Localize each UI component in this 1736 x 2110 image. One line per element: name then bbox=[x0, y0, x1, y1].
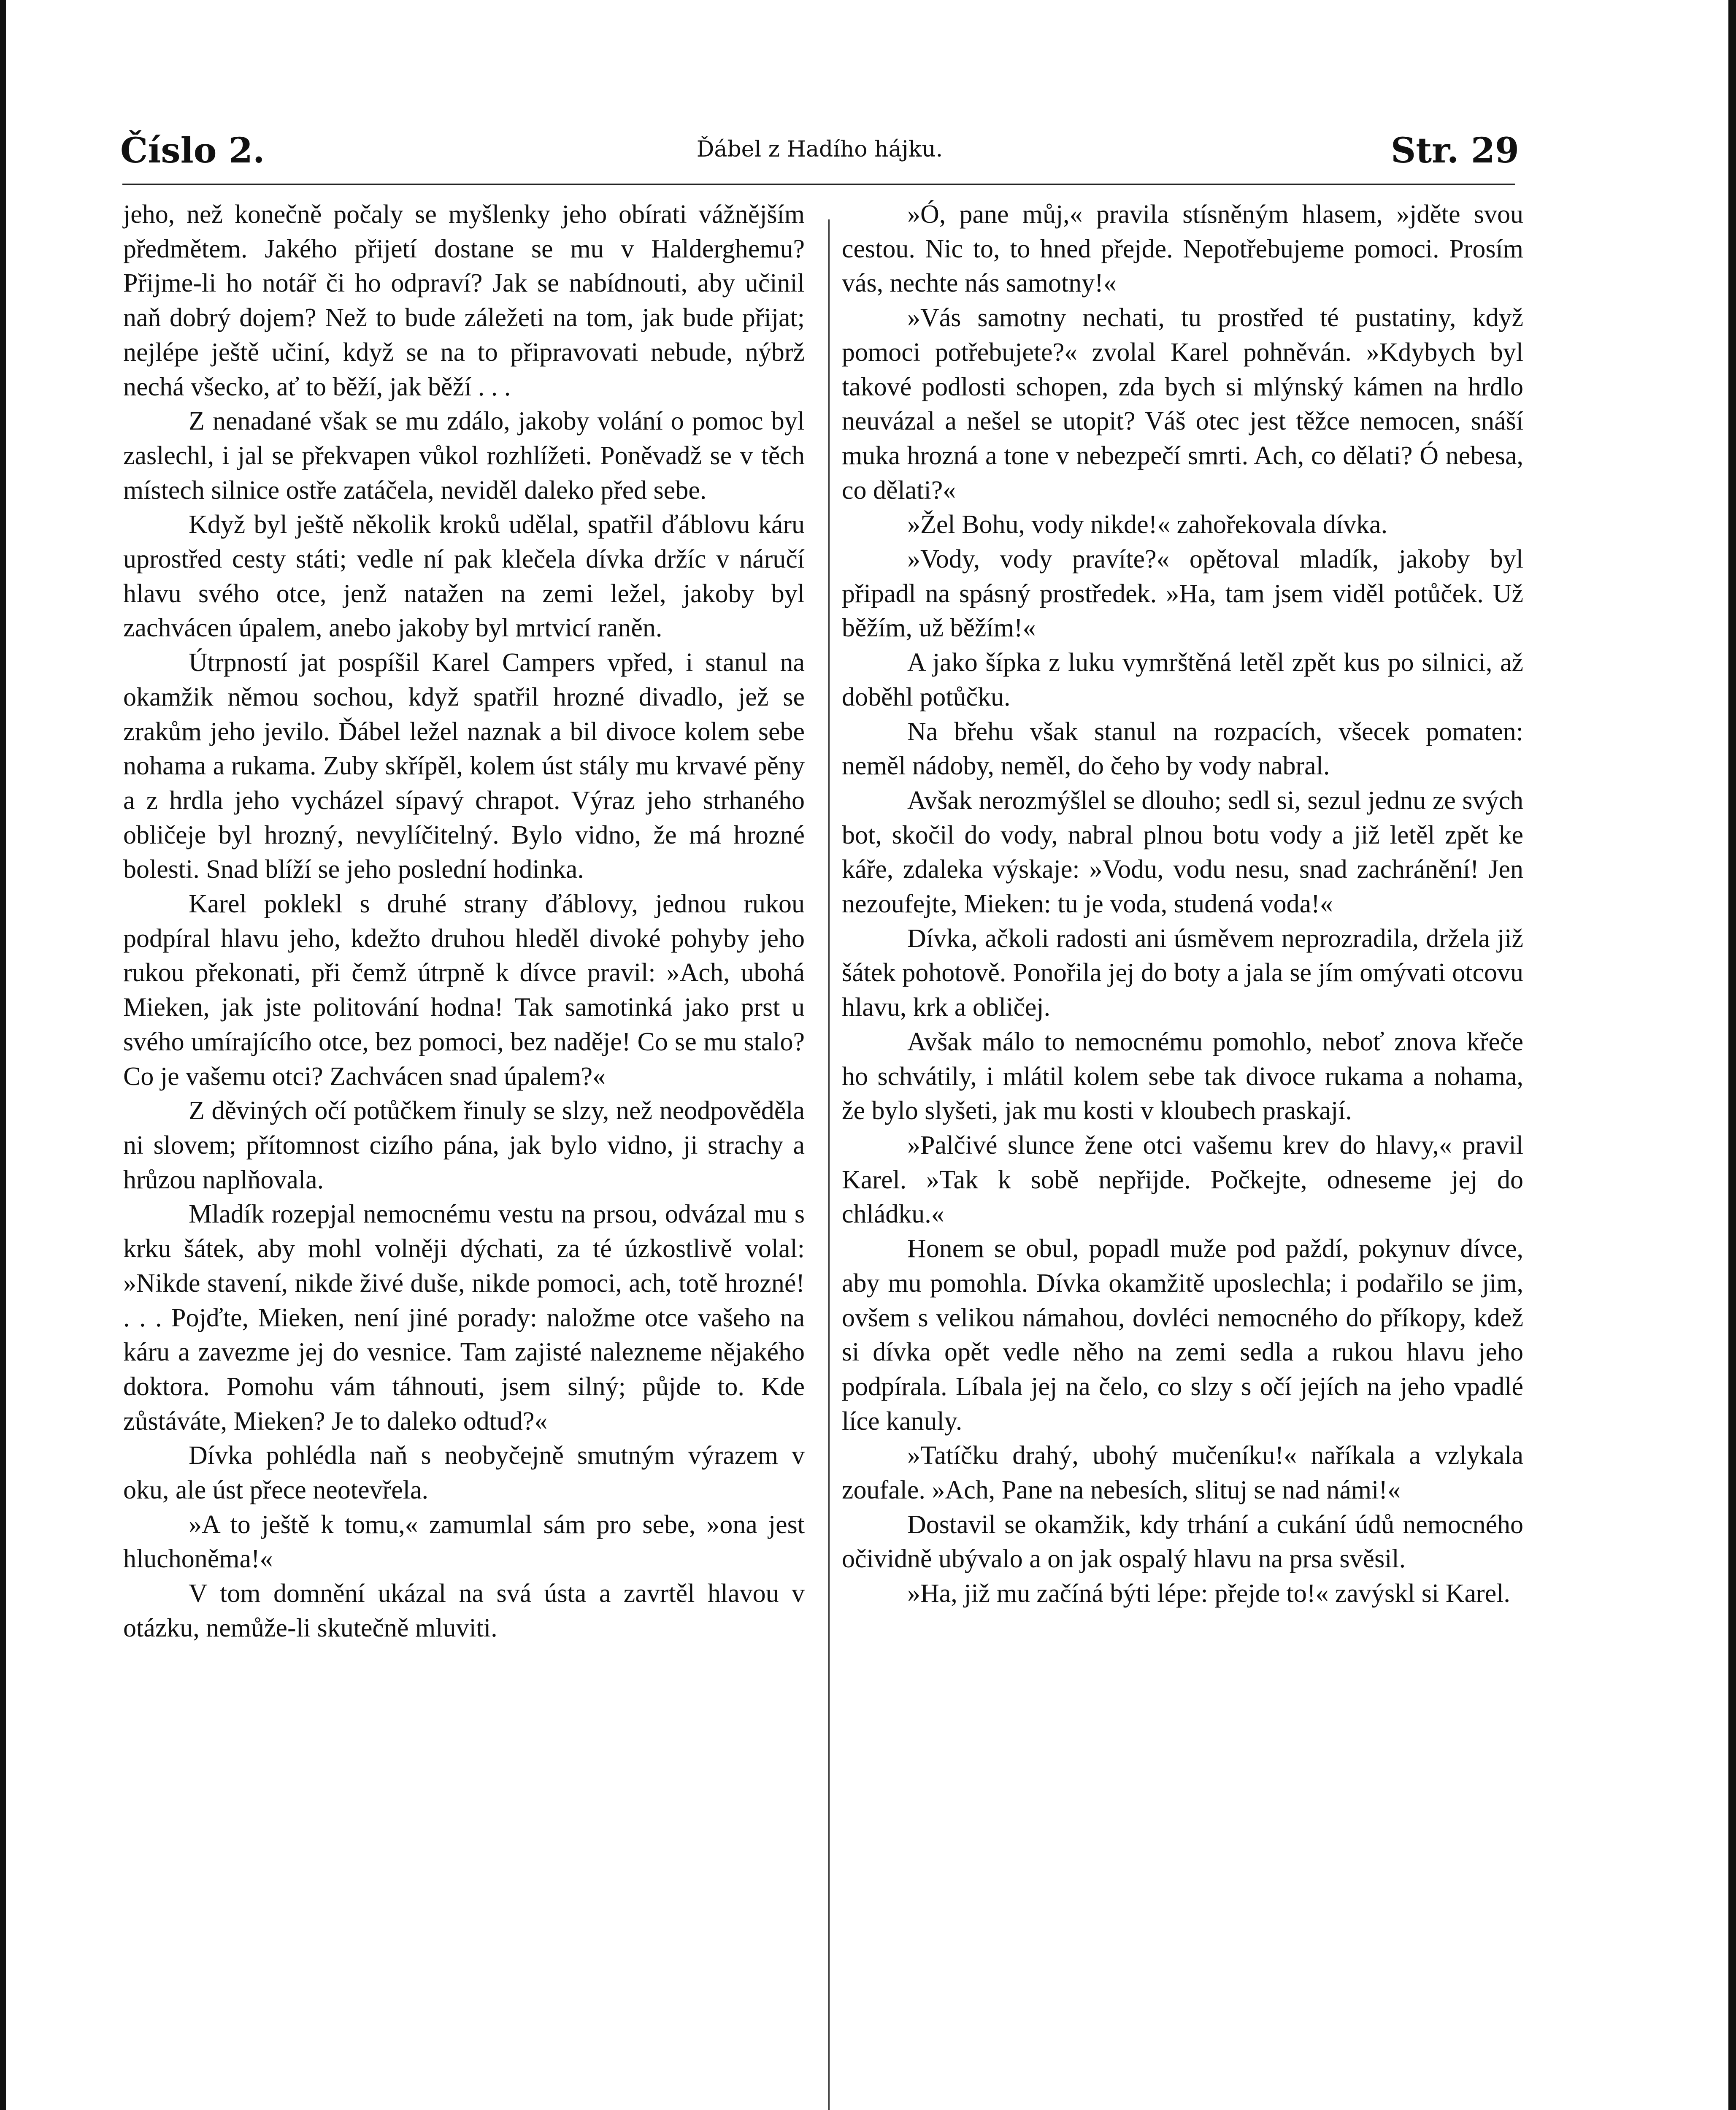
paragraph: Dostavil se okamžik, kdy trhání a cukání údů nemocného očividně ubývalo a on jak ospalý hlavu na prsa svěsil. bbox=[842, 1510, 1523, 1574]
right-column bbox=[842, 197, 1523, 1611]
paragraph: Mladík rozepjal nemocnému vestu na prsou, odvázal mu s krku šátek, aby mohl volněji dýchati, za té úzkostlivě volal: »Nikde stavení, nikde živé duše, nikde pomoci, ach, totě hrozné! . . . Pojďte, Mieken, není jiné porady: naložme otce vašeho na káru a zavezme jej do vesnice. Tam zajisté nalezneme nějakého doktora. Pomohu vám táhnouti, jsem silný; půjde to. Kde zůstáváte, Mieken? Je to daleko odtud?« bbox=[123, 1200, 805, 1436]
paragraph: »Palčivé slunce žene otci vašemu krev do hlavy,« pravil Karel. »Tak k sobě nepřijde. Počkejte, odneseme jej do chládku.« bbox=[842, 1131, 1523, 1229]
paragraph: Honem se obul, popadl muže pod paždí, pokynuv dívce, aby mu pomohla. Dívka okamžitě uposlechla; i podařilo se jim, ovšem s velikou námahou, dovléci nemocného do příkopy, kdež si dívka opět vedle něho na zemi sedla a rukou hlavu jeho podpírala. Líbala jej na čelo, co slzy s očí jejích na jeho vpadlé líce kanuly. bbox=[842, 1234, 1523, 1436]
running-title: Ďábel z Hadího hájku. bbox=[696, 137, 943, 162]
paragraph: Z děviných očí potůčkem řinuly se slzy, než neodpověděla ni slovem; přítomnost cizího pána, jak bylo vidno, ji strachy a hrůzou naplňovala. bbox=[123, 1096, 805, 1194]
paragraph: Když byl ještě několik kroků udělal, spatřil ďáblovu káru uprostřed cesty státi; vedle ní pak klečela dívka držíc v náručí hlavu svého otce, jenž natažen na zemi ležel, jakoby byl zachvácen úpalem, anebo jakoby byl mrtvicí raněn. bbox=[123, 510, 805, 643]
paragraph: »Ha, již mu začíná býti lépe: přejde to!« zavýskl si Karel. bbox=[907, 1579, 1510, 1608]
paragraph: »Žel Bohu, vody nikde!« zahořekovala dívka. bbox=[907, 510, 1388, 539]
paragraph: Karel poklekl s druhé strany ďáblovy, jednou rukou podpíral hlavu jeho, kdežto druhou hleděl divoké pohyby jeho rukou překonati, při čemž útrpně k dívce pravil: »Ach, ubohá Mieken, jak jste politování hodna! Tak samotinká jako prst u svého umírajícího otce, bez pomoci, bez naděje! Co se mu stalo? Co je vašemu otci? Zachvácen snad úpalem?« bbox=[123, 890, 805, 1091]
paragraph: Avšak nerozmýšlel se dlouho; sedl si, sezul jednu ze svých bot, skočil do vody, nabral plnou botu vody a již letěl zpět ke káře, zdaleka výskaje: »Vodu, vodu nesu, snad zachránění! Jen nezoufejte, Mieken: tu je voda, studená voda!« bbox=[842, 786, 1523, 919]
column-divider bbox=[828, 219, 830, 2110]
paragraph: Dívka pohlédla naň s neobyčejně smutným výrazem v oku, ale úst přece neotevřela. bbox=[123, 1441, 805, 1505]
paragraph: »Vody, vody pravíte?« opětoval mladík, jakoby byl připadl na spásný prostředek. »Ha, tam jsem viděl potůček. Už běžím, už běžím!« bbox=[842, 545, 1523, 643]
page-number: Str. 29 bbox=[1391, 130, 1519, 171]
paragraph: A jako šípka z luku vymrštěná letěl zpět kus po silnici, až doběhl potůčku. bbox=[842, 648, 1523, 711]
paragraph: Z nenadané však se mu zdálo, jakoby volání o pomoc byl zaslechl, i jal se překvapen vůkol rozhlížeti. Poněvadž se v těch místech silnice ostře zatáčela, neviděl daleko před sebe. bbox=[123, 407, 805, 505]
header-divider bbox=[122, 184, 1515, 185]
paragraph: Na břehu však stanul na rozpacích, všecek pomaten: neměl nádoby, neměl, do čeho by vody nabral. bbox=[842, 717, 1523, 781]
paragraph: Dívka, ačkoli radosti ani úsměvem neprozradila, držela již šátek pohotově. Ponořila jej do boty a jala se jím omývati otcovu hlavu, krk a obličej. bbox=[842, 924, 1523, 1022]
paragraph: Avšak málo to nemocnému pomohlo, neboť znova křeče ho schvátily, i mlátil kolem sebe tak divoce rukama a nohama, že bylo slyšeti, jak mu kosti v kloubech praskají. bbox=[842, 1027, 1523, 1125]
paragraph: jeho, než konečně počaly se myšlenky jeho obírati vážnějším předmětem. Jakého přijetí dostane se mu v Halderghemu? Přijme-li ho notář či ho odpraví? Jak se nabídnouti, aby učinil naň dobrý dojem? Než to bude záležeti na tom, jak bude přijat; nejlépe ještě učiní, když se na to připravovati nebude, nýbrž nechá všecko, ať to běží, jak běží . . . bbox=[123, 200, 805, 401]
paragraph: »Ó, pane můj,« pravila stísněným hlasem, »jděte svou cestou. Nic to, to hned přejde. Nepotřebujeme pomoci. Prosím vás, nechte nás samotny!« bbox=[842, 200, 1523, 298]
left-column bbox=[123, 197, 805, 1646]
paragraph: V tom domnění ukázal na svá ústa a zavrtěl hlavou v otázku, nemůže-li skutečně mluviti. bbox=[123, 1579, 805, 1642]
paragraph: »A to ještě k tomu,« zamumlal sám pro sebe, »ona jest hluchoněma!« bbox=[123, 1510, 805, 1574]
paragraph: »Tatíčku drahý, ubohý mučeníku!« naříkala a vzlykala zoufale. »Ach, Pane na nebesích, slituj se nad námi!« bbox=[842, 1441, 1523, 1505]
paragraph: Útrpností jat pospíšil Karel Campers vpřed, i stanul na okamžik němou sochou, když spatřil hrozné divadlo, jež se zrakům jeho jevilo. Ďábel ležel naznak a bil divoce kolem sebe nohama a rukama. Zuby skřípěl, kolem úst stály mu krvavé pěny a z hrdla jeho vycházel sípavý chrapot. Výraz jeho strhaného obličeje byl hrozný, nevylíčitelný. Bylo vidno, že má hrozné bolesti. Snad blíží se jeho poslední hodinka. bbox=[123, 648, 805, 884]
paragraph: »Vás samotny nechati, tu prostřed té pustatiny, když pomoci potřebujete?« zvolal Karel pohněván. »Kdybych byl takové podlosti schopen, zda bych si mlýnský kámen na hrdlo neuvázal a nešel se utopit? Váš otec jest těžce nemocen, snáší muka hrozná a tone v nebezpečí smrti. Ach, co dělati? Ó nebesa, co dělati?« bbox=[842, 303, 1523, 505]
issue-number: Číslo 2. bbox=[120, 130, 265, 171]
running-header bbox=[120, 127, 1519, 177]
